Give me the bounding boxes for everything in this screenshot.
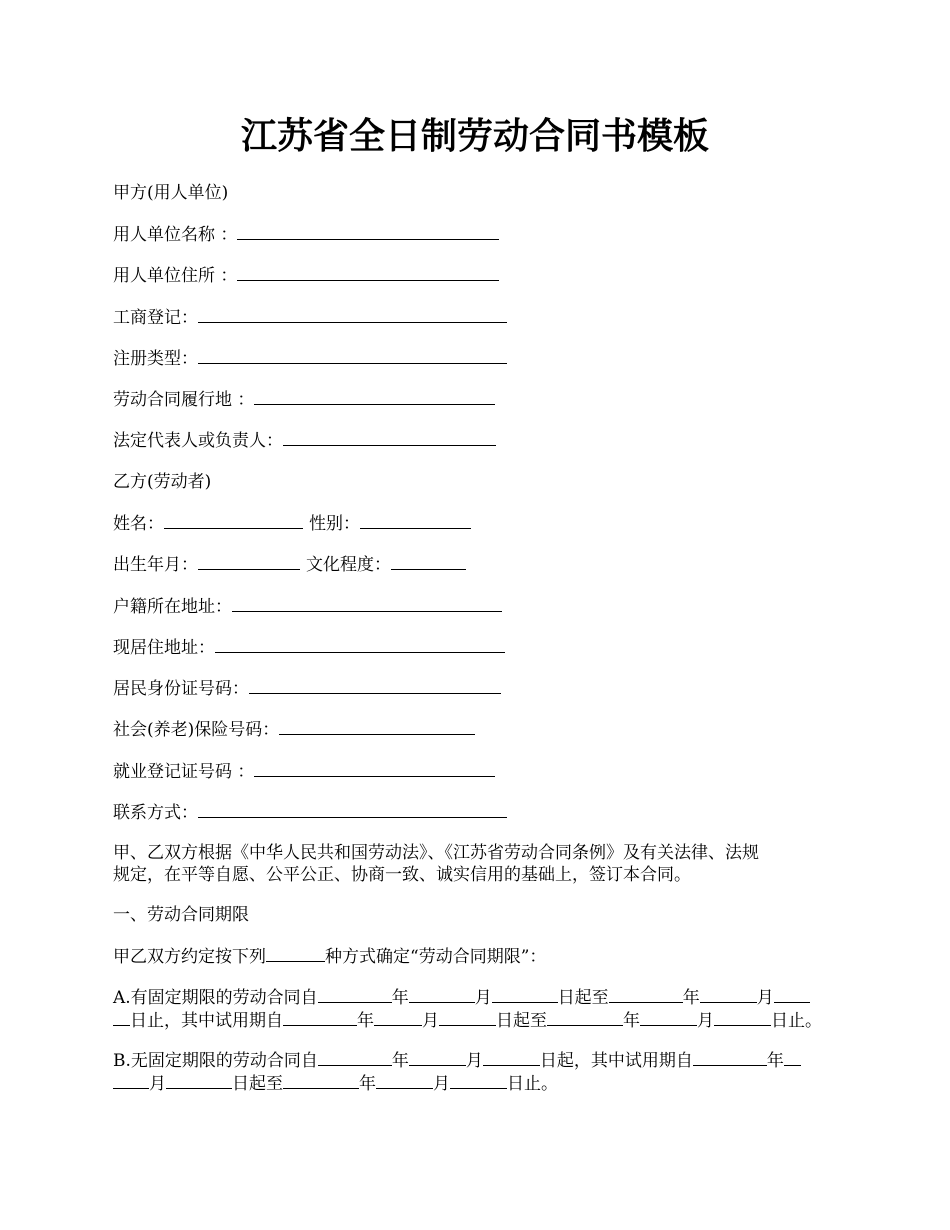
birth-education-row bbox=[113, 553, 466, 576]
gender-label: 性别： bbox=[309, 514, 360, 534]
option-b-year-text-2: 年 bbox=[766, 1051, 784, 1071]
contract-method-prefix: 甲乙双方约定按下列 bbox=[113, 947, 266, 967]
social-insurance-blank[interactable] bbox=[279, 718, 475, 735]
option-a-month-text-2: 月 bbox=[756, 988, 774, 1008]
option-b-paragraph bbox=[113, 1049, 841, 1095]
option-a-start-year-blank[interactable] bbox=[318, 986, 392, 1003]
option-b-trial-end-month-blank[interactable] bbox=[376, 1072, 433, 1089]
registration-type-label: 注册类型： bbox=[113, 349, 198, 369]
option-b-start-year-blank[interactable] bbox=[318, 1049, 392, 1066]
option-b-trial-end-day-blank[interactable] bbox=[450, 1072, 507, 1089]
option-a-trial-start-year-blank[interactable] bbox=[283, 1009, 357, 1026]
option-a-day-from-text: 日起至 bbox=[496, 1011, 547, 1031]
education-blank[interactable] bbox=[391, 553, 466, 570]
name-label: 姓名： bbox=[113, 514, 164, 534]
party-a-name-row bbox=[113, 223, 499, 246]
contact-label: 联系方式： bbox=[113, 803, 198, 823]
work-place-label: 劳动合同履行地 ： bbox=[113, 390, 255, 410]
option-a-month-text: 月 bbox=[474, 988, 492, 1008]
business-registration-label: 工商登记： bbox=[113, 308, 198, 328]
residence-address-row bbox=[113, 636, 505, 659]
option-a-day-to-text: 日起至 bbox=[557, 988, 609, 1008]
id-number-blank[interactable] bbox=[249, 677, 501, 694]
id-number-row bbox=[113, 677, 501, 700]
option-b-month-text-3: 月 bbox=[433, 1074, 450, 1094]
party-a-address-row bbox=[113, 264, 499, 287]
party-a-name-blank[interactable] bbox=[237, 223, 499, 240]
legal-representative-row bbox=[113, 429, 496, 452]
contact-blank[interactable] bbox=[198, 801, 507, 818]
work-place-row bbox=[113, 388, 495, 411]
option-a-paragraph bbox=[113, 986, 841, 1032]
option-b-line-2 bbox=[113, 1072, 841, 1095]
option-a-trial-start-day-blank[interactable] bbox=[439, 1009, 496, 1026]
intro-line-2: 规定，在平等自愿、公平公正、协商一致、诚实信用的基础上，签订本合同。 bbox=[113, 865, 691, 885]
option-a-month-text-4: 月 bbox=[697, 1011, 714, 1031]
party-a-name-label: 用人单位名称 ： bbox=[113, 225, 238, 245]
household-address-row bbox=[113, 595, 502, 618]
option-a-day-end-text: 日止。 bbox=[771, 1011, 822, 1031]
birth-blank[interactable] bbox=[198, 553, 300, 570]
option-b-trial-start-month-blank-part2[interactable] bbox=[113, 1072, 149, 1089]
registration-type-blank[interactable] bbox=[198, 347, 507, 364]
birth-label: 出生年月： bbox=[113, 555, 198, 575]
option-b-trial-start-year-blank[interactable] bbox=[693, 1049, 767, 1066]
section-1-heading: 一、劳动合同期限 bbox=[113, 905, 249, 925]
employment-registration-row bbox=[113, 760, 495, 783]
employment-registration-label: 就业登记证号码 ： bbox=[113, 762, 255, 782]
employment-registration-blank[interactable] bbox=[254, 760, 495, 777]
option-a-trial-end-month-blank[interactable] bbox=[640, 1009, 697, 1026]
business-registration-row bbox=[113, 306, 507, 329]
gender-blank[interactable] bbox=[360, 512, 471, 529]
residence-address-label: 现居住地址： bbox=[113, 638, 215, 658]
contract-method-row bbox=[113, 945, 546, 968]
option-a-start-day-blank[interactable] bbox=[492, 986, 558, 1003]
option-a-end-day-blank-part1[interactable] bbox=[774, 986, 810, 1003]
option-a-line-2 bbox=[113, 1009, 841, 1032]
option-a-start-month-blank[interactable] bbox=[409, 986, 475, 1003]
business-registration-blank[interactable] bbox=[198, 306, 507, 323]
option-a-end-month-blank[interactable] bbox=[700, 986, 757, 1003]
option-a-year-text-2: 年 bbox=[682, 988, 700, 1008]
household-address-blank[interactable] bbox=[232, 595, 502, 612]
option-a-line-1 bbox=[113, 986, 841, 1009]
option-a-trial-end-day-blank[interactable] bbox=[714, 1009, 771, 1026]
option-a-year-text: 年 bbox=[391, 988, 409, 1008]
work-place-blank[interactable] bbox=[254, 388, 495, 405]
option-b-year-text: 年 bbox=[391, 1051, 409, 1071]
registration-type-row bbox=[113, 347, 507, 370]
option-a-end-day-blank-part2[interactable] bbox=[113, 1009, 130, 1026]
social-insurance-label: 社会(养老)保险号码： bbox=[113, 720, 280, 740]
social-insurance-row bbox=[113, 718, 475, 741]
option-a-year-text-4: 年 bbox=[623, 1011, 640, 1031]
option-a-trial-text: 日止，其中试用期自 bbox=[130, 1011, 283, 1031]
option-b-trial-start-month-blank-part1[interactable] bbox=[784, 1049, 801, 1066]
intro-paragraph bbox=[113, 842, 841, 886]
option-a-end-year-blank[interactable] bbox=[609, 986, 683, 1003]
option-b-trial-end-year-blank[interactable] bbox=[283, 1072, 359, 1089]
legal-representative-blank[interactable] bbox=[283, 429, 496, 446]
option-a-trial-end-year-blank[interactable] bbox=[547, 1009, 623, 1026]
option-b-month-text-2: 月 bbox=[149, 1074, 166, 1094]
party-a-address-blank[interactable] bbox=[237, 264, 499, 281]
option-a-year-text-3: 年 bbox=[357, 1011, 374, 1031]
education-label: 文化程度： bbox=[306, 555, 391, 575]
name-gender-row bbox=[113, 512, 471, 535]
option-b-start-month-blank[interactable] bbox=[409, 1049, 466, 1066]
option-a-trial-start-month-blank[interactable] bbox=[374, 1009, 422, 1026]
option-b-start-day-blank[interactable] bbox=[483, 1049, 540, 1066]
residence-address-blank[interactable] bbox=[215, 636, 505, 653]
document-title: 江苏省全日制劳动合同书模板 bbox=[240, 115, 709, 157]
intro-line-1: 甲、乙双方根据《中华人民共和国劳动法》、《江苏省劳动合同条例》及有关法律、法规 bbox=[113, 843, 759, 863]
option-b-line-1 bbox=[113, 1049, 841, 1072]
option-b-month-text: 月 bbox=[465, 1051, 483, 1071]
option-b-prefix: B.无固定期限的劳动合同自 bbox=[113, 1051, 318, 1071]
option-b-year-text-3: 年 bbox=[359, 1074, 376, 1094]
option-b-day-from-text: 日起至 bbox=[232, 1074, 283, 1094]
household-address-label: 户籍所在地址： bbox=[113, 597, 232, 617]
contract-method-blank[interactable] bbox=[266, 945, 325, 962]
option-b-day-end-text: 日止。 bbox=[507, 1074, 558, 1094]
party-a-address-label: 用人单位住所 ： bbox=[113, 266, 238, 286]
option-a-month-text-3: 月 bbox=[422, 1011, 439, 1031]
party-a-heading: 甲方(用人单位) bbox=[113, 183, 229, 203]
option-b-trial-start-day-blank[interactable] bbox=[166, 1072, 232, 1089]
party-b-heading: 乙方(劳动者) bbox=[113, 472, 212, 492]
option-a-prefix: A.有固定期限的劳动合同自 bbox=[113, 988, 318, 1008]
contact-row bbox=[113, 801, 507, 824]
name-blank[interactable] bbox=[164, 512, 303, 529]
contract-method-suffix: 种方式确定“劳动合同期限”： bbox=[325, 947, 547, 967]
legal-representative-label: 法定代表人或负责人： bbox=[113, 431, 283, 451]
id-number-label: 居民身份证号码： bbox=[113, 679, 249, 699]
option-b-trial-text: 日起，其中试用期自 bbox=[539, 1051, 693, 1071]
